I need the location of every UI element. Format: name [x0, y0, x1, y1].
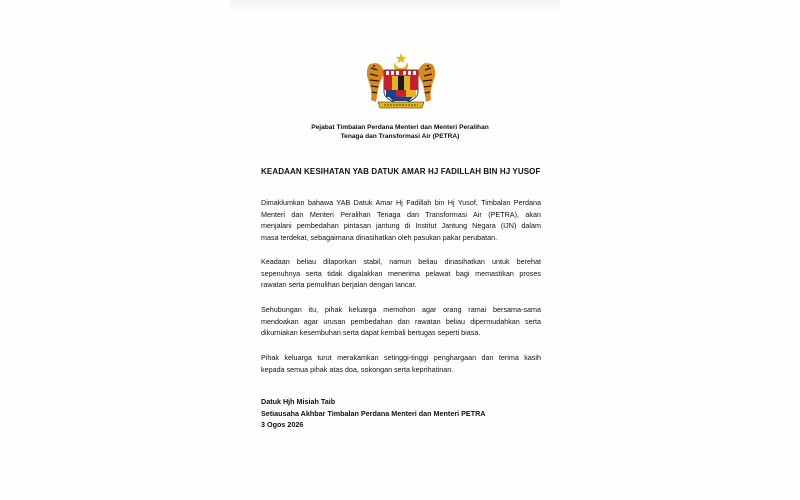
paragraph-line: dikurniakan kesembuhan serta dapat kembali bertugas seperti biasa.	[261, 328, 481, 338]
paragraph-line: Keadaan beliau dilaporkan stabil, namun beliau dinasihatkan untuk berehat	[261, 257, 541, 266]
statement-date: 3 Ogos 2026	[261, 420, 304, 430]
office-name	[240, 123, 560, 141]
office-name-line1: Pejabat Timbalan Perdana Menteri dan Menteri Peralihan	[311, 124, 489, 131]
scan-smudge	[230, 0, 560, 14]
paragraph-line: Sehubungan itu, pihak keluarga memohon agar orang ramai bersama-sama	[261, 305, 541, 314]
signatory-title: Setiausaha Akhbar Timbalan Perdana Menteri dan Menteri PETRA	[261, 408, 486, 418]
paragraph-line: Menteri dan Menteri Peralihan Tenaga dan Transformasi Air (PETRA), akan	[261, 209, 541, 219]
paragraph-1	[261, 197, 541, 243]
paragraph-line: menjalani pembedahan pintasan jantung di Institut Jantung Negara (IJN) dalam	[261, 221, 541, 231]
statement-title: KEADAAN KESIHATAN YAB DATUK AMAR HJ FADILLAH BIN HJ YUSOF	[261, 167, 541, 176]
coat-of-arms-icon	[362, 52, 440, 112]
office-name-line2: Tenaga dan Transformasi Air (PETRA)	[340, 133, 460, 140]
paragraph-4	[261, 352, 541, 375]
paragraph-line: kepada semua pihak atas doa, sokongan serta keprihatinan.	[261, 364, 454, 374]
paragraph-3	[261, 304, 541, 339]
signatory-name: Datuk Hjh Misiah Taib	[261, 397, 336, 406]
paragraph-2	[261, 256, 541, 291]
paragraph-line: Pihak keluarga turut merakamkan setinggi-tinggi penghargaan dan terima kasih	[261, 353, 541, 362]
paragraph-line: sepenuhnya serta tidak digalakkan menerima pelawat bagi memastikan proses	[261, 268, 541, 278]
paragraph-line: Dimaklumkan bahawa YAB Datuk Amar Hj Fadillah bin Hj Yusof, Timbalan Perdana	[261, 198, 541, 207]
paragraph-line: mendoakan agar urusan pembedahan dan rawatan beliau dipermudahkan serta	[261, 316, 541, 326]
paragraph-line: rawatan serta pemulihan berjalan dengan lancar.	[261, 280, 417, 290]
signature-block	[261, 396, 485, 431]
paragraph-line: masa terdekat, sebagaimana dinasihatkan oleh pasukan pakar perubatan.	[261, 232, 498, 242]
